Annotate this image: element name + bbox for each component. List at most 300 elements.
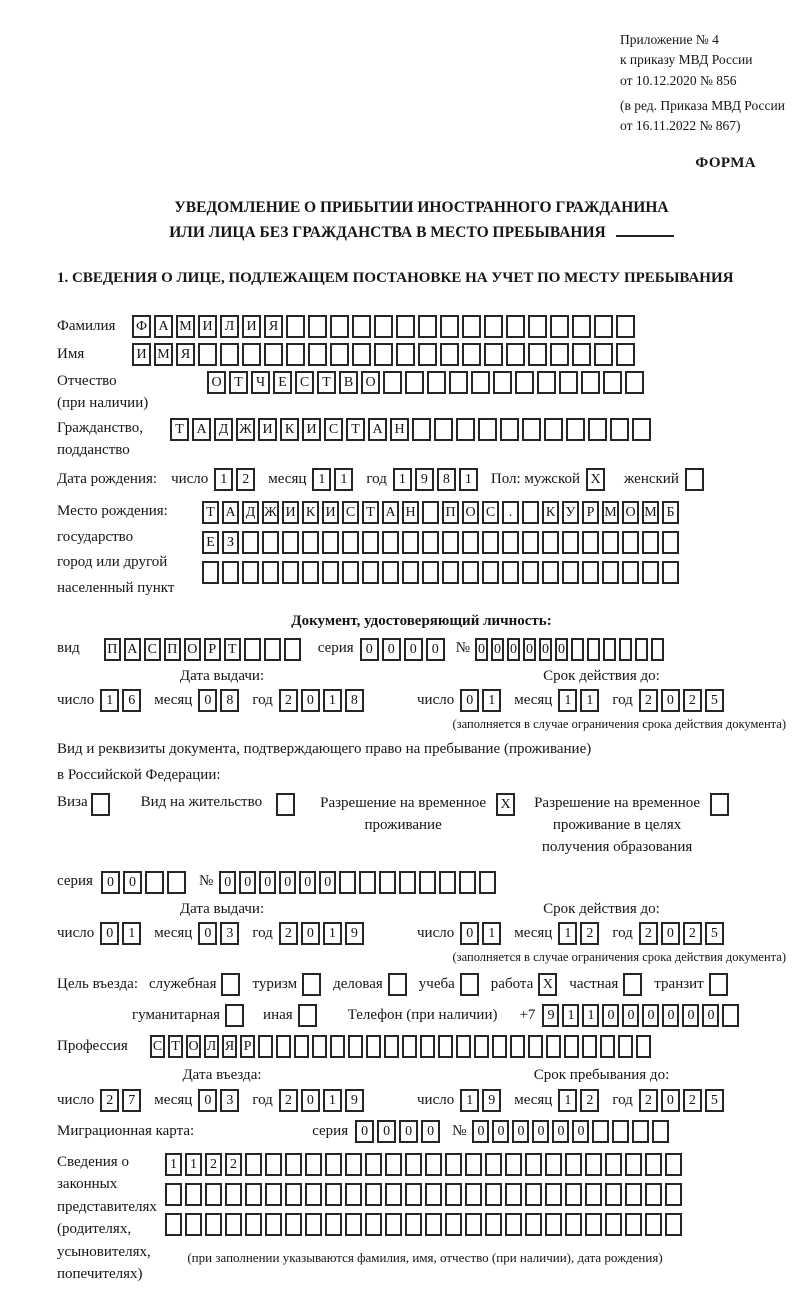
migration-card-row — [57, 1120, 786, 1143]
char-box — [603, 638, 616, 661]
char-box — [382, 561, 399, 584]
char-box: 0 — [555, 638, 568, 661]
char-box: 1 — [323, 1089, 342, 1112]
char-box — [537, 371, 556, 394]
char-box: 1 — [323, 922, 342, 945]
residence-issue-label: Дата выдачи: — [179, 900, 265, 917]
char-box: 0 — [360, 638, 379, 661]
char-box: Т — [362, 501, 379, 524]
given-name-row — [57, 343, 786, 366]
birth-place-block — [57, 499, 786, 602]
char-box — [545, 1183, 562, 1206]
stay-until-date-group — [417, 1089, 727, 1112]
char-box: 0 — [460, 922, 479, 945]
char-box — [365, 1153, 382, 1176]
legal-reps-block — [57, 1151, 786, 1286]
char-box: 0 — [355, 1120, 374, 1143]
doc-number-boxes — [475, 638, 667, 661]
identity-doc-dates — [57, 667, 786, 733]
char-box: 1 — [100, 689, 119, 712]
purpose-tourism — [252, 973, 324, 996]
date-year-boxes — [639, 1089, 727, 1112]
char-box — [322, 561, 339, 584]
char-box — [505, 1213, 522, 1236]
char-box: 0 — [702, 1004, 719, 1027]
date-day-boxes — [460, 689, 504, 712]
char-box: Л — [204, 1035, 219, 1058]
form-title — [57, 196, 786, 246]
purpose-official-label: служебная — [148, 976, 217, 993]
char-box — [362, 561, 379, 584]
identity-issue-date-group — [57, 689, 367, 712]
char-box: 0 — [198, 922, 217, 945]
char-box: С — [482, 501, 499, 524]
char-box: Р — [582, 501, 599, 524]
char-box: Н — [402, 501, 419, 524]
char-box — [510, 1035, 525, 1058]
text-line: населенный пункт — [57, 580, 175, 597]
char-box — [262, 561, 279, 584]
birth-place-row-1 — [202, 501, 682, 524]
char-box: 1 — [460, 1089, 479, 1112]
char-box — [342, 531, 359, 554]
char-box — [502, 531, 519, 554]
doc-type-row — [57, 638, 786, 661]
char-box — [145, 871, 164, 894]
char-box — [359, 871, 376, 894]
char-box: 2 — [279, 922, 298, 945]
female-checkbox — [685, 468, 704, 491]
date-year-label: год — [612, 924, 633, 941]
char-box: 1 — [185, 1153, 202, 1176]
char-box — [286, 315, 305, 338]
char-box — [625, 371, 644, 394]
char-box — [265, 1213, 282, 1236]
char-box — [482, 531, 499, 554]
char-box — [645, 1213, 662, 1236]
stay-until-col — [417, 1066, 786, 1112]
char-box — [484, 343, 503, 366]
char-box: М — [176, 315, 195, 338]
char-box — [550, 315, 569, 338]
identity-valid-date-group — [417, 689, 727, 712]
char-box: 1 — [482, 689, 501, 712]
purpose-official-checkbox — [221, 973, 240, 996]
section1-heading: 1. СВЕДЕНИЯ О ЛИЦЕ, ПОДЛЕЖАЩЕМ ПОСТАНОВКЕ НА УЧЕТ ПО МЕСТУ ПРЕБЫВАНИЯ — [57, 270, 734, 287]
char-box: 0 — [682, 1004, 699, 1027]
char-box — [419, 871, 436, 894]
char-box — [522, 501, 539, 524]
text-line: от 10.12.2020 № 856 — [620, 72, 737, 88]
char-box: Т — [202, 501, 219, 524]
char-box — [642, 561, 659, 584]
char-box — [652, 1120, 669, 1143]
char-box — [485, 1213, 502, 1236]
char-box — [645, 1183, 662, 1206]
char-box: 0 — [475, 638, 488, 661]
char-box — [465, 1213, 482, 1236]
char-box — [505, 1153, 522, 1176]
char-box — [462, 561, 479, 584]
char-box: 0 — [319, 871, 336, 894]
char-box: 1 — [558, 689, 577, 712]
char-box: Л — [220, 315, 239, 338]
char-box: 1 — [165, 1153, 182, 1176]
text-line: представителях — [57, 1198, 157, 1215]
char-box — [545, 1213, 562, 1236]
text-line: Сведения о — [57, 1153, 129, 1170]
residence-valid-label: Срок действия до: — [543, 900, 660, 917]
char-box: И — [258, 418, 277, 441]
char-box: 0 — [259, 871, 276, 894]
char-box — [662, 561, 679, 584]
char-box: 2 — [279, 1089, 298, 1112]
char-box: 9 — [542, 1004, 559, 1027]
char-box — [402, 1035, 417, 1058]
char-box — [502, 561, 519, 584]
char-box — [632, 418, 651, 441]
char-box — [722, 1004, 739, 1027]
entry-date-group — [57, 1089, 367, 1112]
text-line: законных — [57, 1176, 118, 1193]
char-box: Т — [170, 418, 189, 441]
date-month-label: месяц — [268, 470, 307, 487]
purpose-business-label: деловая — [333, 976, 383, 993]
char-box — [603, 371, 622, 394]
date-year-label: год — [252, 924, 273, 941]
char-box — [528, 1035, 543, 1058]
date-month-boxes — [312, 468, 356, 491]
char-box — [618, 1035, 633, 1058]
char-box — [402, 531, 419, 554]
citizenship-label — [57, 418, 170, 462]
char-box — [642, 531, 659, 554]
char-box: И — [198, 315, 217, 338]
text-line: попечителях) — [57, 1266, 143, 1283]
char-box: 9 — [415, 468, 434, 491]
char-box — [565, 1183, 582, 1206]
char-box — [374, 343, 393, 366]
char-box: М — [602, 501, 619, 524]
char-box: 0 — [123, 871, 142, 894]
char-box — [385, 1183, 402, 1206]
visa-checkbox — [91, 793, 110, 816]
patronymic-label — [57, 371, 207, 415]
char-box: З — [222, 531, 239, 554]
char-box: К — [302, 501, 319, 524]
char-box — [619, 638, 632, 661]
char-box: 1 — [459, 468, 478, 491]
char-box: С — [324, 418, 343, 441]
char-box — [399, 871, 416, 894]
char-box: А — [124, 638, 141, 661]
residence-valid-col — [417, 900, 786, 966]
char-box — [528, 343, 547, 366]
char-box: 1 — [393, 468, 412, 491]
text-line: Место рождения: — [57, 502, 168, 519]
char-box: Р — [240, 1035, 255, 1058]
entry-date-label: Дата въезда: — [182, 1067, 262, 1084]
char-box — [374, 315, 393, 338]
date-year-boxes — [279, 922, 367, 945]
char-box — [345, 1183, 362, 1206]
purpose-study-label: учеба — [418, 976, 455, 993]
char-box — [264, 343, 283, 366]
char-box: П — [104, 638, 121, 661]
char-box — [245, 1183, 262, 1206]
char-box: 0 — [198, 1089, 217, 1112]
char-box: 0 — [662, 1004, 679, 1027]
date-month-boxes — [198, 689, 242, 712]
char-box: 0 — [219, 871, 236, 894]
char-box — [544, 418, 563, 441]
char-box — [325, 1153, 342, 1176]
text-line: проживание — [364, 817, 442, 834]
char-box — [546, 1035, 561, 1058]
char-box: Д — [214, 418, 233, 441]
char-box — [645, 1153, 662, 1176]
char-box: М — [642, 501, 659, 524]
patronymic-row — [57, 371, 786, 415]
date-year-label: год — [366, 470, 387, 487]
char-box: 0 — [661, 922, 680, 945]
char-box — [396, 343, 415, 366]
phone-prefix: +7 — [519, 1007, 536, 1024]
char-box: 5 — [705, 689, 724, 712]
char-box — [345, 1153, 362, 1176]
char-box — [185, 1183, 202, 1206]
text-line: усыновителях, — [57, 1243, 151, 1260]
char-box: 2 — [683, 1089, 702, 1112]
char-box — [440, 343, 459, 366]
title-line1: УВЕДОМЛЕНИЕ О ПРИБЫТИИ ИНОСТРАННОГО ГРАЖДАНИНА — [174, 198, 669, 216]
char-box — [602, 531, 619, 554]
char-box — [616, 343, 635, 366]
char-box — [418, 315, 437, 338]
char-box — [427, 371, 446, 394]
entry-stay-dates — [57, 1066, 786, 1112]
option-temp-residence — [320, 793, 518, 837]
char-box — [459, 871, 476, 894]
char-box — [493, 371, 512, 394]
legal-reps-row-3 — [165, 1213, 685, 1236]
char-box: 0 — [301, 922, 320, 945]
char-box: 0 — [460, 689, 479, 712]
date-month-label: месяц — [514, 1091, 553, 1108]
purpose-work-label: работа — [490, 976, 534, 993]
char-box — [585, 1213, 602, 1236]
char-box: 1 — [582, 1004, 599, 1027]
option-temp-residence-education — [534, 793, 732, 858]
char-box — [525, 1183, 542, 1206]
date-month-boxes — [198, 1089, 242, 1112]
patronymic-boxes — [207, 371, 647, 394]
char-box: 3 — [220, 1089, 239, 1112]
char-box: 8 — [345, 689, 364, 712]
char-box: 0 — [512, 1120, 529, 1143]
title-line2: ИЛИ ЛИЦА БЕЗ ГРАЖДАНСТВА В МЕСТО ПРЕБЫВАНИЯ — [169, 223, 606, 241]
identity-doc-heading: Документ, удостоверяющий личность: — [291, 613, 552, 630]
revision-lines — [620, 96, 786, 137]
date-day-boxes — [460, 1089, 504, 1112]
purpose-humanitarian-label: гуманитарная — [132, 1007, 221, 1024]
purpose-official — [149, 973, 244, 996]
char-box: А — [154, 315, 173, 338]
visa-label: Виза — [57, 794, 88, 811]
char-box — [651, 638, 664, 661]
entry-date-col — [57, 1066, 417, 1112]
char-box — [478, 418, 497, 441]
date-day-label: число — [57, 1091, 95, 1108]
char-box — [471, 371, 490, 394]
migration-series-boxes — [355, 1120, 443, 1143]
char-box — [282, 531, 299, 554]
char-box — [492, 1035, 507, 1058]
char-box: 0 — [299, 871, 316, 894]
char-box: 2 — [236, 468, 255, 491]
date-month-boxes — [558, 689, 602, 712]
char-box: Я — [176, 343, 195, 366]
char-box: Т — [229, 371, 248, 394]
char-box — [562, 561, 579, 584]
char-box — [588, 418, 607, 441]
date-day-boxes — [214, 468, 258, 491]
char-box — [258, 1035, 273, 1058]
char-box — [405, 1153, 422, 1176]
char-box: 0 — [661, 689, 680, 712]
char-box — [165, 1183, 182, 1206]
doc-type-boxes — [104, 638, 304, 661]
char-box — [625, 1183, 642, 1206]
char-box — [422, 561, 439, 584]
char-box — [500, 418, 519, 441]
residence-number-label: № — [198, 873, 214, 890]
char-box — [594, 343, 613, 366]
char-box — [505, 1183, 522, 1206]
identity-valid-col — [417, 667, 786, 733]
date-month-boxes — [198, 922, 242, 945]
char-box — [449, 371, 468, 394]
char-box — [542, 531, 559, 554]
char-box — [242, 531, 259, 554]
annex-block — [620, 30, 786, 136]
char-box — [264, 638, 281, 661]
char-box — [285, 1213, 302, 1236]
date-month-label: месяц — [154, 1091, 193, 1108]
char-box — [285, 1153, 302, 1176]
char-box — [559, 371, 578, 394]
surname-label: Фамилия — [57, 317, 116, 334]
char-box — [242, 561, 259, 584]
char-box — [352, 315, 371, 338]
char-box: 2 — [639, 689, 658, 712]
temp-residence-label — [320, 793, 486, 837]
char-box: У — [562, 501, 579, 524]
phone-boxes — [542, 1004, 742, 1027]
char-box — [385, 1213, 402, 1236]
date-day-boxes — [100, 689, 144, 712]
residence-doc-intro2: в Российской Федерации: — [57, 766, 221, 783]
char-box — [565, 1213, 582, 1236]
char-box: 0 — [539, 638, 552, 661]
char-box — [245, 1213, 262, 1236]
char-box — [474, 1035, 489, 1058]
char-box: И — [132, 343, 151, 366]
char-box: А — [222, 501, 239, 524]
char-box: Т — [224, 638, 241, 661]
char-box — [202, 561, 219, 584]
legal-reps-labels — [57, 1151, 165, 1286]
title-line2-wrap — [57, 221, 786, 246]
char-box — [379, 871, 396, 894]
migration-number-label: № — [452, 1122, 467, 1139]
char-box — [330, 1035, 345, 1058]
char-box — [610, 418, 629, 441]
char-box — [265, 1153, 282, 1176]
char-box — [625, 1213, 642, 1236]
surname-row — [57, 315, 786, 338]
char-box: 0 — [572, 1120, 589, 1143]
purpose-other-label: иная — [263, 1007, 293, 1024]
date-month-label: месяц — [154, 924, 193, 941]
char-box: 1 — [558, 1089, 577, 1112]
purpose-transit-label: транзит — [654, 976, 704, 993]
char-box — [485, 1153, 502, 1176]
char-box — [242, 343, 261, 366]
char-box — [465, 1183, 482, 1206]
char-box — [635, 638, 648, 661]
issue-date-label: Дата выдачи: — [179, 667, 265, 684]
char-box: 1 — [482, 922, 501, 945]
char-box: 2 — [683, 922, 702, 945]
date-month-boxes — [558, 922, 602, 945]
purpose-study-checkbox — [460, 973, 479, 996]
char-box: 8 — [437, 468, 456, 491]
date-day-label: число — [171, 470, 209, 487]
text-line: (в ред. Приказа МВД России — [620, 97, 785, 113]
char-box: О — [361, 371, 380, 394]
text-line: город или другой — [57, 554, 168, 571]
patronymic-label-line2: (при наличии) — [57, 394, 149, 411]
residence-doc-intro1: Вид и реквизиты документа, подтверждающего право на пребывание (проживание) — [57, 741, 592, 758]
birth-date-label: Дата рождения: — [57, 470, 158, 487]
char-box — [220, 343, 239, 366]
char-box — [245, 1153, 262, 1176]
birth-date-group — [171, 468, 481, 491]
char-box — [305, 1153, 322, 1176]
char-box — [528, 315, 547, 338]
char-box — [308, 315, 327, 338]
text-line: Разрешение на временное — [320, 795, 487, 812]
char-box: 1 — [562, 1004, 579, 1027]
date-month-label: месяц — [514, 691, 553, 708]
purpose-other — [263, 1004, 320, 1027]
char-box — [582, 531, 599, 554]
char-box — [605, 1213, 622, 1236]
char-box: 2 — [580, 1089, 599, 1112]
char-box: М — [154, 343, 173, 366]
char-box — [542, 561, 559, 584]
char-box — [665, 1153, 682, 1176]
char-box: С — [144, 638, 161, 661]
char-box — [312, 1035, 327, 1058]
char-box: Б — [662, 501, 679, 524]
purpose-label: Цель въезда: — [57, 976, 138, 993]
temp-residence-edu-label — [534, 793, 700, 858]
char-box: 0 — [198, 689, 217, 712]
char-box — [302, 531, 319, 554]
char-box: 1 — [122, 922, 141, 945]
